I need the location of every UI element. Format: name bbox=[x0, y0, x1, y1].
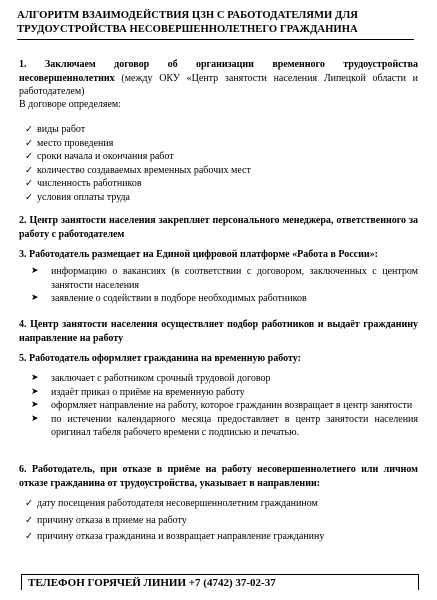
checkmark-icon: ✓ bbox=[25, 151, 33, 162]
list-item: ➤ заключает с работником срочный трудовой договор bbox=[31, 373, 271, 384]
step-6-heading: 6. Работодатель, при отказе в приёме на работу несовершеннолетнего или личном отказе гражданина от трудоустройства, указывает в направлении: bbox=[19, 464, 418, 489]
list-item: ➤ информацию о вакансиях (в соответствии с договором, заключенных с центром занятости населения bbox=[31, 266, 418, 291]
list-item: ✓ условия оплаты труда bbox=[25, 191, 130, 203]
step-4: 4. Центр занятости населения осуществляет подбор работников и выдаёт гражданину направление на работу bbox=[19, 319, 418, 344]
list-item: ✓ место проведения bbox=[25, 137, 114, 149]
checkmark-icon: ✓ bbox=[25, 137, 33, 149]
list-item: ✓ дату посещения работодателя несовершеннолетним гражданином bbox=[25, 498, 318, 509]
list-item: ✓ причину отказа в приеме на работу bbox=[25, 514, 187, 526]
step-1-note: (между ОКУ «Центр занятости населения Липецкой области и работодателем) bbox=[19, 72, 418, 97]
step-5-heading: 5. Работодатель оформляет гражданина на временную работу: bbox=[19, 353, 301, 364]
step-3-list bbox=[19, 265, 418, 306]
step-1-list bbox=[19, 123, 418, 204]
checkmark-icon: ✓ bbox=[25, 178, 33, 189]
list-item: ➤ по истечении календарного месяца предоставляет в центр занятости населения оригинал табеля рабочего времени с подписью и печатью. bbox=[31, 413, 418, 438]
step-3-heading: 3. Работодатель размещает на Единой цифровой платформе «Работа в России»: bbox=[19, 249, 378, 260]
title-line-2: ТРУДОУСТРОЙСТВА НЕСОВЕРШЕННОЛЕТНЕГО ГРАЖДАНИНА bbox=[17, 24, 358, 35]
list-item: ➤ заявление о содействии в подборе необходимых работников bbox=[31, 293, 307, 304]
arrow-bullet-icon: ➤ bbox=[31, 266, 39, 276]
list-item: ✓ количество создаваемых временных рабочих мест bbox=[25, 164, 251, 176]
arrow-bullet-icon: ➤ bbox=[31, 373, 39, 383]
checkmark-icon: ✓ bbox=[25, 191, 33, 203]
document-title bbox=[17, 9, 414, 40]
list-item: ✓ численность работников bbox=[25, 178, 142, 189]
arrow-bullet-icon: ➤ bbox=[31, 293, 39, 303]
arrow-bullet-icon: ➤ bbox=[31, 413, 39, 424]
step-6-list bbox=[19, 497, 418, 544]
checkmark-icon: ✓ bbox=[25, 498, 33, 509]
list-item: ➤ издаёт приказ о приёме на временную работу bbox=[31, 386, 245, 398]
list-item: ➤ оформляет направление на работу, которое гражданин возвращает в центр занятости bbox=[31, 400, 413, 411]
checkmark-icon: ✓ bbox=[25, 164, 33, 176]
step-5-list bbox=[19, 372, 418, 440]
checkmark-icon: ✓ bbox=[25, 514, 33, 526]
checkmark-icon: ✓ bbox=[25, 531, 33, 542]
step-1 bbox=[19, 58, 418, 99]
step-1-intro: В договоре определяем: bbox=[19, 99, 122, 110]
list-item: ✓ причину отказа гражданина и возвращает направление гражданину bbox=[25, 531, 325, 542]
title-line-1: АЛГОРИТМ ВЗАИМОДЕЙСТВИЯ ЦЗН С РАБОТОДАТЕЛЯМИ ДЛЯ bbox=[17, 10, 358, 21]
step-2: 2. Центр занятости населения закрепляет персонального менеджера, ответственного за работу с работодателем bbox=[19, 215, 418, 240]
arrow-bullet-icon: ➤ bbox=[31, 400, 39, 410]
step-1-heading: 1. Заключаем договор об организации временного трудоустройства несовершеннолетних bbox=[19, 59, 418, 84]
arrow-bullet-icon: ➤ bbox=[31, 386, 39, 397]
hotline-phone: ТЕЛЕФОН ГОРЯЧЕЙ ЛИНИИ +7 (4742) 37-02-37 bbox=[21, 574, 419, 590]
list-item: ✓ сроки начала и окончания работ bbox=[25, 151, 174, 162]
list-item: ✓ виды работ bbox=[25, 124, 86, 135]
checkmark-icon: ✓ bbox=[25, 124, 33, 135]
